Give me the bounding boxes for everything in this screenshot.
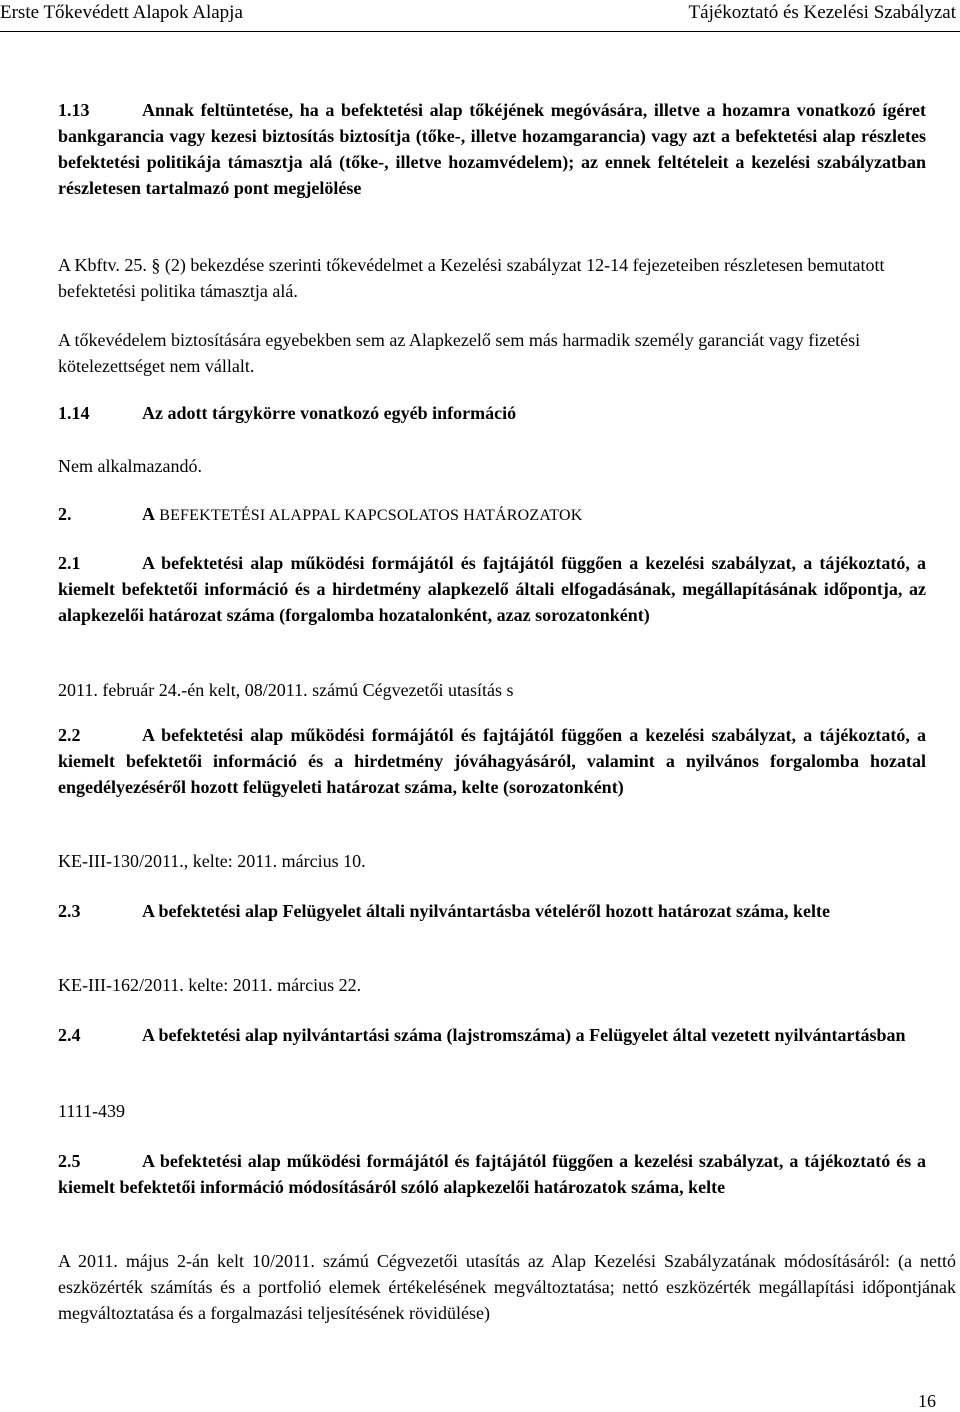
section-title: A befektetési alap működési formájától és fajtájától függően a kezelési szabályzat, a tájékoztató, a kiemelt befektetői információ és a hirdetmény jóváhagyásáról, valamint a nyilvános forgalomba hozatal engedélyezéséről hozott felügyeleti határozat száma, kelte (sorozatonként) bbox=[58, 725, 926, 797]
section-2-5-heading bbox=[58, 1148, 926, 1200]
section-1-14-heading bbox=[58, 400, 516, 426]
section-2-4-value: 1111-439 bbox=[58, 1101, 125, 1121]
chapter-title-initial: A bbox=[142, 504, 155, 524]
header-document-title: Erste Tőkevédett Alapok Alapja bbox=[0, 2, 243, 23]
chapter-title-rest: BEFEKTETÉSI ALAPPAL KAPCSOLATOS HATÁROZATOK bbox=[155, 507, 583, 524]
section-2-2-heading bbox=[58, 722, 926, 800]
section-1-13-paragraph-1 bbox=[58, 252, 956, 304]
section-2-1-heading bbox=[58, 550, 926, 628]
section-2-3-heading bbox=[58, 898, 926, 924]
section-number: 1.13 bbox=[58, 100, 90, 120]
section-title: Az adott tárgykörre vonatkozó egyéb információ bbox=[142, 403, 517, 423]
section-title: A befektetési alap működési formájától és fajtájától függően a kezelési szabályzat, a tájékoztató és a kiemelt befektetői információ módosításáról szóló alapkezelői határozatok száma, kelte bbox=[58, 1151, 926, 1197]
header-section-title: Tájékoztató és Kezelési Szabályzat bbox=[688, 2, 956, 23]
section-2-4-heading bbox=[58, 1022, 926, 1048]
paragraph-text: A Kbftv. 25. bbox=[58, 255, 152, 275]
section-2-1-value: 2011. február 24.-én kelt, 08/2011. számú Cégvezetői utasítás s bbox=[58, 680, 514, 700]
section-number: 1.14 bbox=[58, 403, 90, 423]
section-title: A befektetési alap működési formájától és fajtájától függően a kezelési szabályzat, a tájékoztató, a kiemelt befektetői információ és a hirdetmény alapkezelő általi elfogadásának, megállapításának időpontja, az alapkezelői határozat száma (forgalomba hozatalonként, azaz sorozatonként) bbox=[58, 553, 926, 625]
section-2-5-value: A 2011. május 2-án kelt 10/2011. számú Cégvezetői utasítás az Alap Kezelési Szabályzatának módosításáról: (a nettó eszközérték számítás és a portfolió elemek értékelésének megváltoztatása; nettó eszközérték megállapítási időpontjának megváltoztatása és a forgalmazási teljesítésének rövidülése) bbox=[58, 1251, 956, 1323]
section-number: 2.2 bbox=[58, 725, 81, 745]
section-2-2-value: KE-III-130/2011., kelte: 2011. március 10. bbox=[58, 851, 366, 871]
section-title: A befektetési alap nyilvántartási száma (lajstromszáma) a Felügyelet által vezetett nyilvántartásban bbox=[142, 1025, 906, 1045]
section-2-3-value: KE-III-162/2011. kelte: 2011. március 22. bbox=[58, 975, 362, 995]
page-number: 16 bbox=[918, 1391, 936, 1411]
section-1-13-heading bbox=[58, 97, 926, 201]
section-number: 2.4 bbox=[58, 1025, 81, 1045]
paragraph-text: (2) bekezdése szerinti tőkevédelmet a Kezelési szabályzat 12-14 fejezeteiben részletesen bemutatott befektetési politika támasztja alá. bbox=[58, 255, 885, 301]
page-header bbox=[0, 0, 960, 28]
header-divider bbox=[0, 31, 960, 32]
section-number: 2.5 bbox=[58, 1151, 81, 1171]
section-title: A befektetési alap Felügyelet általi nyilvántartásba vételéről hozott határozat száma, kelte bbox=[142, 901, 831, 921]
section-title: Annak feltüntetése, ha a befektetési alap tőkéjének megóvására, illetve a hozamra vonatkozó ígéret bankgarancia vagy kezesi biztosítás biztosítja (tőke-, illetve hozamgarancia) vagy azt a befektetési alap részletes befektetési politikája támasztja alá (tőke-, illetve hozamvédelem); az ennek feltételeit a kezelési szabályzatban részletesen tartalmazó pont megjelölése bbox=[58, 100, 926, 198]
section-number: 2.3 bbox=[58, 901, 81, 921]
chapter-2-heading bbox=[58, 501, 583, 529]
section-symbol: § bbox=[151, 255, 161, 275]
section-number: 2. bbox=[58, 504, 72, 524]
section-1-13-paragraph-2: A tőkevédelem biztosítására egyebekben sem az Alapkezelő sem más harmadik személy garanciát vagy fizetési kötelezettséget nem vállalt. bbox=[58, 330, 861, 376]
section-number: 2.1 bbox=[58, 553, 81, 573]
section-1-14-value: Nem alkalmazandó. bbox=[58, 456, 202, 476]
